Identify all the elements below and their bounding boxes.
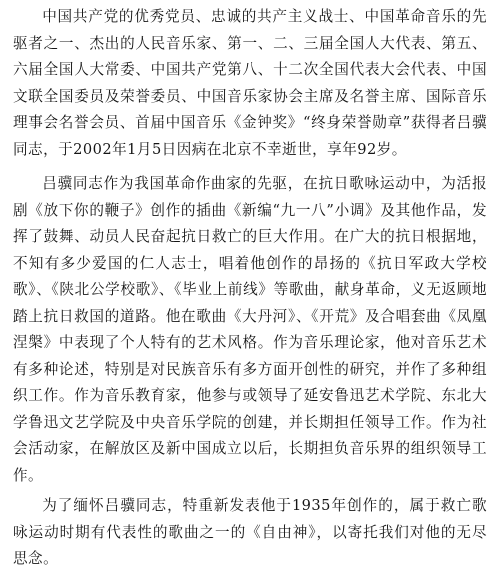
document-page	[13, 4, 487, 573]
paragraph-obituary-intro: 中国共产党的优秀党员、忠诚的共产主义战士、中国革命音乐的先驱者之一、杰出的人民音乐家、第一、二、三届全国人大代表、第五、六届全国人大常委、中国共产党第八、十二次全国代表大会代表、中国文联全国委员及荣誉委员、中国音乐家协会主席及名誉主席、国际音乐理事会名誉会员、首届中国音乐《金钟奖》“终身荣誉勋章”获得者吕骥同志，于2002年1月5日因病在北京不幸逝世，享年92岁。	[13, 8, 487, 158]
paragraph-biography: 吕骥同志作为我国革命作曲家的先驱，在抗日歌咏运动中，为活报剧《放下你的鞭子》创作的插曲《新编“九一八”小调》及其他作品，发挥了鼓舞、动员人民奋起抗日救亡的巨大作用。在广大的抗日根据地，不知有多少爱国的仁人志士，唱着他创作的昂扬的《抗日军政大学校歌》、《陕北公学校歌》、《毕业上前线》等歌曲，献身革命，义无返顾地踏上抗日救国的道路。他在歌曲《大丹河》、《开荒》及合唱套曲《凤凰涅槃》中表现了个人特有的艺术风格。作为音乐理论家，他对音乐艺术有多种论述，特别是对民族音乐有多方面开创性的研究，并作了多种组织工作。作为音乐教育家，他参与或领导了延安鲁迅艺术学院、东北大学鲁迅文艺学院及中央音乐学院的创建，并长期担任领导工作。作为社会活动家，在解放区及新中国成立以后，长期担负音乐界的组织领导工作。	[13, 175, 487, 484]
paragraph-memorial-note: 为了缅怀吕骥同志，特重新发表他于1935年创作的，属于救亡歌咏运动时期有代表性的歌曲之一的《自由神》，以寄托我们对他的无尽思念。	[13, 497, 487, 567]
